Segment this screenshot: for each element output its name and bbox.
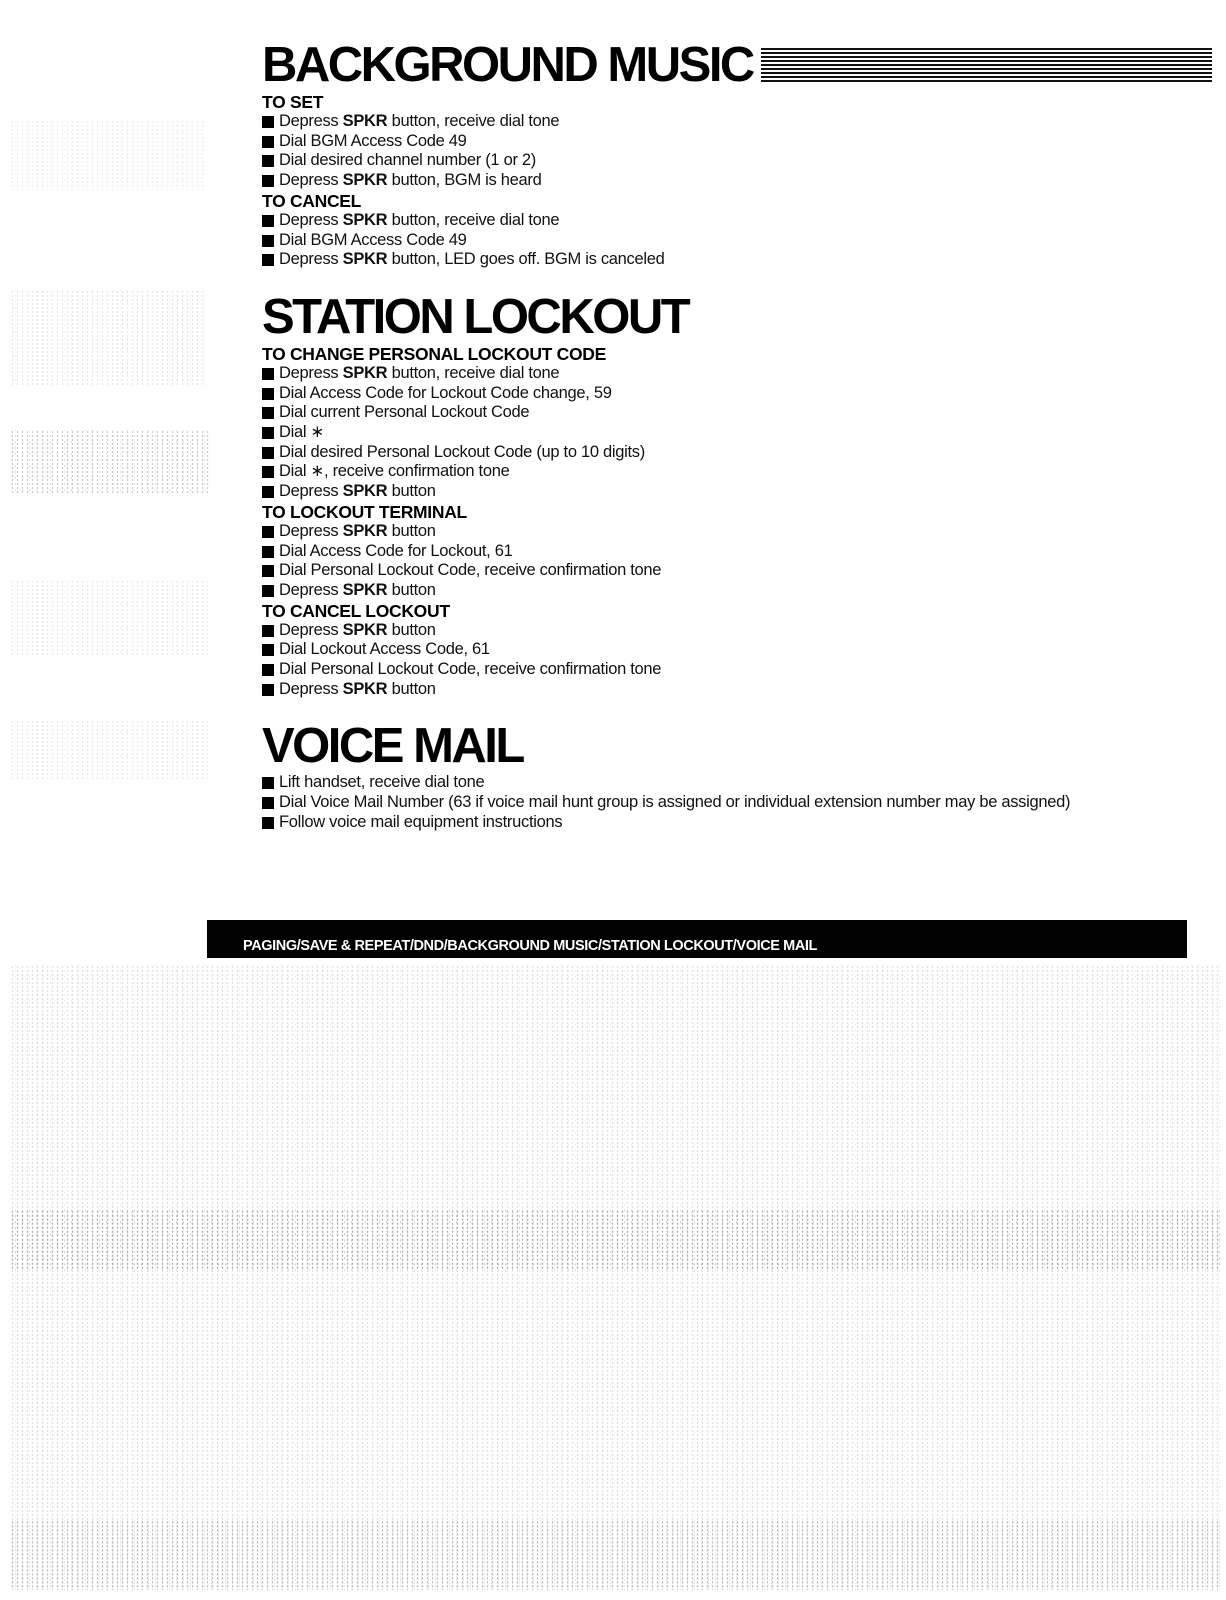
footer-bar <box>207 920 1187 958</box>
square-bullet-icon <box>262 546 274 558</box>
step-text: Dial Personal Lockout Code, receive confirmation tone <box>279 660 662 679</box>
step-key-name: SPKR <box>342 363 388 382</box>
to-cancel-steps <box>262 211 1212 270</box>
step-key-name: SPKR <box>342 482 388 501</box>
step-text: Dial Lockout Access Code, 61 <box>279 640 490 659</box>
step-key-name: SPKR <box>342 679 388 698</box>
scan-noise <box>10 1520 1220 1590</box>
step-item <box>262 793 1212 813</box>
step-text: Dial ∗ <box>279 423 325 442</box>
square-bullet-icon <box>262 235 274 247</box>
step-item <box>262 364 1212 384</box>
step-item <box>262 443 1212 463</box>
cancel-lockout-steps <box>262 621 1212 700</box>
step-key-name: SPKR <box>342 112 388 130</box>
step-key-name: SPKR <box>342 250 388 269</box>
step-text-suffix: button, LED goes off. BGM is canceled <box>387 250 665 269</box>
step-text: Depress <box>279 112 343 130</box>
scan-noise <box>10 1210 1220 1270</box>
step-text: Dial desired Personal Lockout Code (up to 10 digits) <box>279 442 645 461</box>
square-bullet-icon <box>262 625 274 637</box>
step-text: Depress <box>279 521 343 540</box>
step-item <box>262 522 1212 542</box>
square-bullet-icon <box>262 817 274 829</box>
scan-noise <box>10 430 210 495</box>
square-bullet-icon <box>262 664 274 676</box>
step-text: Dial desired channel number (1 or 2) <box>279 151 537 170</box>
change-code-heading: TO CHANGE PERSONAL LOCKOUT CODE <box>262 343 606 364</box>
step-key-name: SPKR <box>342 620 388 639</box>
step-item <box>262 680 1212 700</box>
step-item <box>262 151 1212 171</box>
square-bullet-icon <box>262 565 274 577</box>
step-text-suffix: button <box>387 521 436 540</box>
square-bullet-icon <box>262 215 274 227</box>
step-text: Depress <box>279 250 343 269</box>
step-text-suffix: button, BGM is heard <box>387 171 542 190</box>
scan-noise <box>10 965 1220 1590</box>
square-bullet-icon <box>262 447 274 459</box>
scan-noise <box>10 580 210 655</box>
step-text: Dial Access Code for Lockout Code change, 59 <box>279 383 612 402</box>
square-bullet-icon <box>262 368 274 380</box>
step-item <box>262 423 1212 443</box>
step-key-name: SPKR <box>342 171 388 190</box>
step-text: Lift handset, receive dial tone <box>279 773 485 792</box>
step-text: Dial ∗, receive confirmation tone <box>279 462 510 481</box>
step-text: Dial Personal Lockout Code, receive confirmation tone <box>279 561 662 580</box>
to-cancel-heading: TO CANCEL <box>262 190 362 211</box>
square-bullet-icon <box>262 684 274 696</box>
square-bullet-icon <box>262 388 274 400</box>
square-bullet-icon <box>262 116 274 128</box>
step-text: Depress <box>279 620 343 639</box>
square-bullet-icon <box>262 777 274 789</box>
square-bullet-icon <box>262 526 274 538</box>
step-item <box>262 482 1212 502</box>
square-bullet-icon <box>262 175 274 187</box>
step-item <box>262 813 1212 833</box>
step-text: Depress <box>279 580 343 599</box>
step-text-suffix: button, receive dial tone <box>387 210 560 229</box>
step-text: Dial current Personal Lockout Code <box>279 403 530 422</box>
square-bullet-icon <box>262 644 274 656</box>
step-text: Depress <box>279 171 343 190</box>
step-item <box>262 621 1212 641</box>
step-text-suffix: button, receive dial tone <box>387 112 560 130</box>
step-text-suffix: button <box>387 482 436 501</box>
scan-noise <box>10 720 210 780</box>
step-item <box>262 112 1212 132</box>
step-text-suffix: button <box>387 620 436 639</box>
square-bullet-icon <box>262 466 274 478</box>
step-item <box>262 211 1212 231</box>
step-text-suffix: button <box>387 679 436 698</box>
step-item <box>262 231 1212 251</box>
content-column <box>262 38 1212 833</box>
voice-mail-title: VOICE MAIL <box>262 719 523 774</box>
footer-text: PAGING/SAVE & REPEAT/DND/BACKGROUND MUSIC/STATION LOCKOUT/VOICE MAIL <box>243 938 818 954</box>
square-bullet-icon <box>262 407 274 419</box>
step-item <box>262 660 1212 680</box>
scan-noise <box>10 120 205 190</box>
voice-mail-steps <box>262 773 1212 832</box>
background-music-section <box>262 38 1212 270</box>
step-text: Dial BGM Access Code 49 <box>279 131 467 150</box>
step-key-name: SPKR <box>342 521 388 540</box>
step-text: Depress <box>279 482 343 501</box>
step-item <box>262 132 1212 152</box>
square-bullet-icon <box>262 797 274 809</box>
square-bullet-icon <box>262 585 274 597</box>
change-code-steps <box>262 364 1212 502</box>
station-lockout-title: STATION LOCKOUT <box>262 289 689 344</box>
step-text: Dial Voice Mail Number (63 if voice mail hunt group is assigned or individual extension number may be assigned) <box>279 793 1071 812</box>
step-text: Dial Access Code for Lockout, 61 <box>279 541 513 560</box>
step-text: Depress <box>279 210 343 229</box>
step-item <box>262 462 1212 482</box>
step-item <box>262 773 1212 793</box>
decorative-rule-lines <box>761 48 1212 82</box>
scan-noise <box>10 290 205 385</box>
voice-mail-section <box>262 719 1212 832</box>
to-set-steps <box>262 112 1212 191</box>
to-set-heading: TO SET <box>262 92 324 112</box>
step-item <box>262 250 1212 270</box>
lockout-terminal-heading: TO LOCKOUT TERMINAL <box>262 501 467 522</box>
step-text-suffix: button <box>387 580 436 599</box>
step-item <box>262 581 1212 601</box>
step-item <box>262 542 1212 562</box>
square-bullet-icon <box>262 427 274 439</box>
step-item <box>262 640 1212 660</box>
square-bullet-icon <box>262 486 274 498</box>
station-lockout-section <box>262 290 1212 700</box>
step-text: Dial BGM Access Code 49 <box>279 230 467 249</box>
step-text: Depress <box>279 363 343 382</box>
step-text: Depress <box>279 679 343 698</box>
cancel-lockout-heading: TO CANCEL LOCKOUT <box>262 600 450 621</box>
step-key-name: SPKR <box>342 580 388 599</box>
step-text: Follow voice mail equipment instructions <box>279 812 563 831</box>
square-bullet-icon <box>262 136 274 148</box>
step-item <box>262 171 1212 191</box>
step-text-suffix: button, receive dial tone <box>387 363 560 382</box>
step-key-name: SPKR <box>342 210 388 229</box>
background-music-title: BACKGROUND MUSIC <box>262 38 753 92</box>
square-bullet-icon <box>262 155 274 167</box>
background-music-heading-row <box>262 38 1212 92</box>
step-item <box>262 561 1212 581</box>
step-item <box>262 403 1212 423</box>
square-bullet-icon <box>262 254 274 266</box>
step-item <box>262 384 1212 404</box>
lockout-terminal-steps <box>262 522 1212 601</box>
